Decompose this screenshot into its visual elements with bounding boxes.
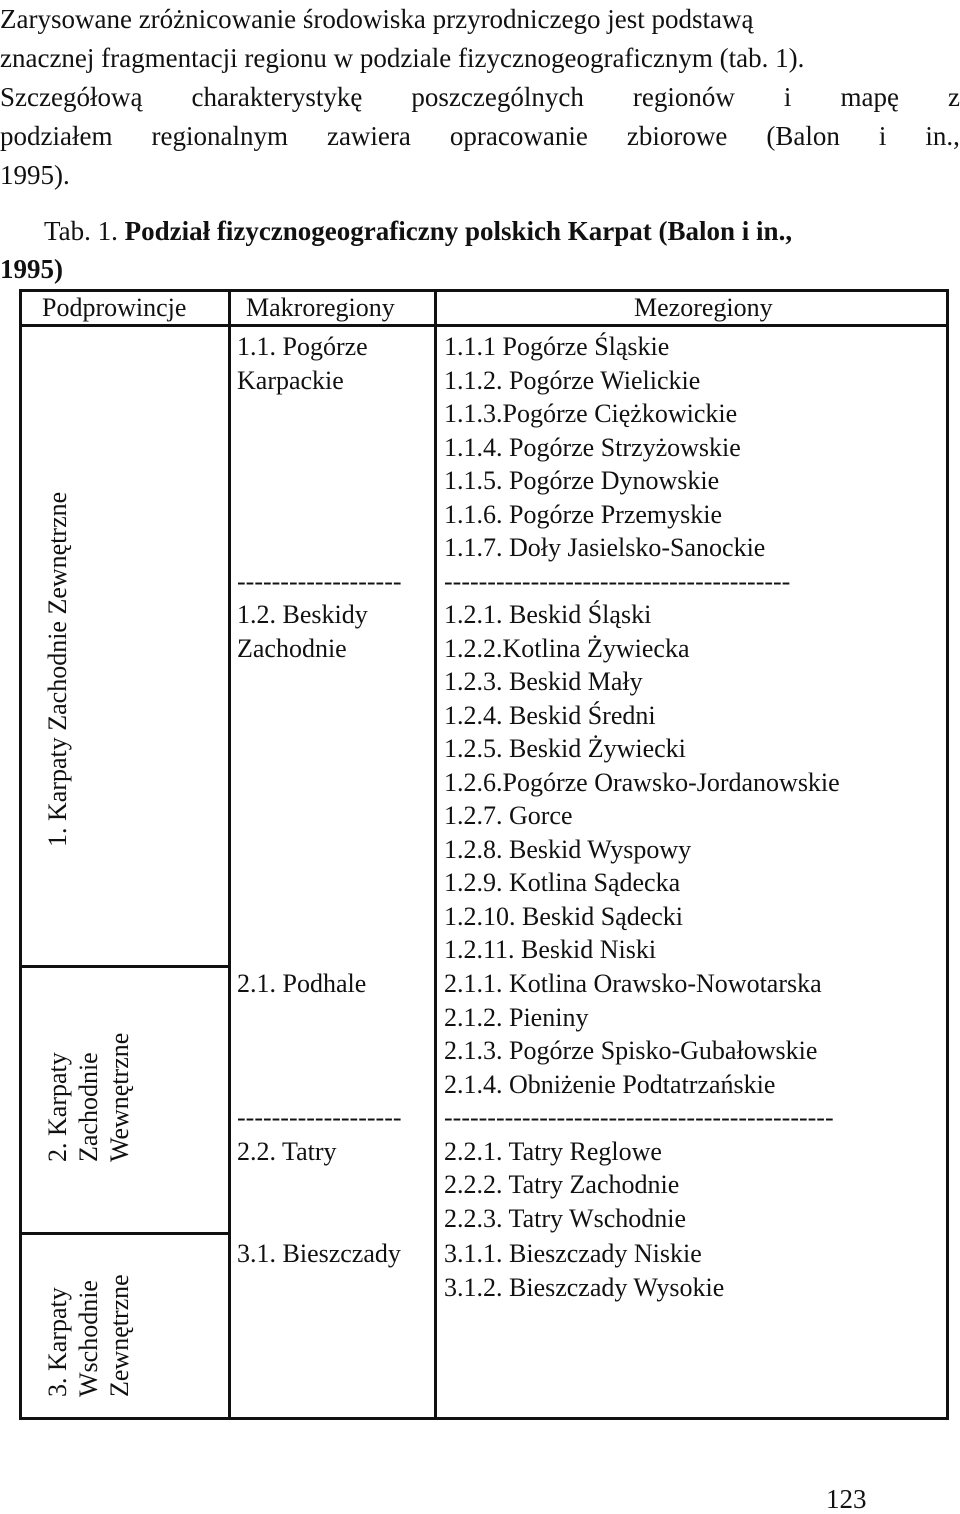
text-line: 1.2.8. Beskid Wyspowy xyxy=(444,834,692,864)
word: i xyxy=(878,121,887,151)
text-line: Zachodnie xyxy=(74,1052,103,1162)
intro-paragraph xyxy=(0,0,960,195)
text-line: 2.1.4. Obniżenie Podtatrzańskie xyxy=(444,1069,776,1099)
word: z xyxy=(947,82,960,112)
caption-prefix: Tab. 1. xyxy=(44,216,118,246)
caption-title-cont: 1995) xyxy=(0,254,63,284)
text-line: Wewnętrzne xyxy=(105,1032,134,1162)
intro-line: Zarysowane zróżnicowanie środowiska przyrodniczego jest podstawą xyxy=(0,4,754,34)
text-line: 3.1. Bieszczady xyxy=(237,1239,401,1268)
text-line: 2.2. Tatry xyxy=(237,1136,337,1166)
subprovince-label xyxy=(42,492,73,847)
header-makroregiony: Makroregiony xyxy=(246,293,395,322)
row-divider xyxy=(22,965,228,968)
word: charakterystykę xyxy=(191,82,363,112)
intro-line-justified xyxy=(0,78,960,117)
header-mezoregiony: Mezoregiony xyxy=(634,293,773,322)
text-line: 2.2.1. Tatry Reglowe xyxy=(444,1136,662,1166)
table-caption xyxy=(0,212,960,288)
text-line xyxy=(237,1068,402,1102)
text-line: 2. Karpaty xyxy=(43,1052,72,1162)
text-line: 2.1.2. Pieniny xyxy=(444,1002,589,1032)
word: zbiorowe xyxy=(626,121,728,151)
text-line: 1.1.4. Pogórze Strzyżowskie xyxy=(444,432,741,462)
text-line: ------------------- xyxy=(237,1103,402,1132)
text-line xyxy=(237,464,402,498)
mesoregion-group xyxy=(444,330,840,967)
text-line xyxy=(237,431,402,465)
text-line: 1.2.6.Pogórze Orawsko-Jordanowskie xyxy=(444,767,840,797)
text-line: ---------------------------------------- xyxy=(444,566,791,596)
text-line: Zewnętrzne xyxy=(105,1274,134,1397)
word: regionów xyxy=(632,82,735,112)
word: zawiera xyxy=(326,121,411,151)
macroregion-group xyxy=(237,1237,401,1271)
region-table xyxy=(19,289,949,1420)
text-line: 2.2.3. Tatry Wschodnie xyxy=(444,1203,687,1233)
text-line: 2.1. Podhale xyxy=(237,969,367,998)
word: opracowanie xyxy=(449,121,588,151)
intro-line: znacznej fragmentacji regionu w podziale fizycznogeograficznym (tab. 1). xyxy=(0,43,805,73)
text-line: 1.2.2.Kotlina Żywiecka xyxy=(444,633,690,663)
caption-title: Podział fizycznogeograficzny polskich Karpat (Balon i in., xyxy=(124,216,793,246)
text-line: 2.1.1. Kotlina Orawsko-Nowotarska xyxy=(444,969,822,998)
text-line: 1.2.3. Beskid Mały xyxy=(444,667,643,696)
word: mapę xyxy=(840,82,899,112)
text-line: 2.1.3. Pogórze Spisko-Gubałowskie xyxy=(444,1036,818,1065)
word: Szczegółową xyxy=(0,82,143,112)
page-number: 123 xyxy=(826,1484,867,1514)
macroregion-group xyxy=(237,330,402,665)
text-line: 1.2.9. Kotlina Sądecka xyxy=(444,868,681,897)
text-line xyxy=(237,531,402,565)
word: poszczególnych xyxy=(411,82,584,112)
text-line: 1.1.5. Pogórze Dynowskie xyxy=(444,466,720,495)
word: in., xyxy=(925,121,960,151)
text-line: 1.2.11. Beskid Niski xyxy=(444,935,657,964)
word: i xyxy=(783,82,792,112)
text-line: Zachodnie xyxy=(237,633,347,663)
text-line: 1.2.7. Gorce xyxy=(444,801,573,830)
text-line: --------------------------------------------- xyxy=(444,1103,834,1132)
text-line: Wschodnie xyxy=(74,1280,103,1397)
text-line: 1.1. Pogórze xyxy=(237,332,368,361)
text-line: 1.1.2. Pogórze Wielickie xyxy=(444,365,701,395)
text-line: 3. Karpaty xyxy=(43,1287,72,1397)
subprovince-label xyxy=(42,1033,135,1162)
text-line: 1.2.5. Beskid Żywiecki xyxy=(444,734,686,763)
text-line: ------------------- xyxy=(237,566,402,596)
text-line: 1.1.6. Pogórze Przemyskie xyxy=(444,499,723,529)
text-line xyxy=(237,498,402,532)
row-divider xyxy=(22,1232,228,1235)
text-line: 1.1.7. Doły Jasielsko-Sanockie xyxy=(444,533,766,562)
column-divider xyxy=(228,292,231,1417)
word: podziałem xyxy=(0,121,113,151)
text-line: Karpackie xyxy=(237,365,344,395)
text-line: 1.2.4. Beskid Średni xyxy=(444,700,656,730)
text-line: 2.2.2. Tatry Zachodnie xyxy=(444,1170,680,1199)
text-line: 3.1.2. Bieszczady Wysokie xyxy=(444,1272,725,1302)
text-line: 1. Karpaty Zachodnie Zewnętrzne xyxy=(43,491,72,847)
text-line: 1.2.10. Beskid Sądecki xyxy=(444,901,684,931)
text-line: 1.2.1. Beskid Śląski xyxy=(444,600,652,629)
text-line xyxy=(237,1034,402,1068)
text-line: 3.1.1. Bieszczady Niskie xyxy=(444,1239,702,1268)
intro-line: 1995). xyxy=(0,160,70,190)
subprovince-label xyxy=(42,1274,135,1397)
text-line: 1.1.3.Pogórze Ciężkowickie xyxy=(444,399,738,428)
column-divider xyxy=(434,292,437,1417)
word: regionalnym xyxy=(151,121,288,151)
text-line xyxy=(237,1001,402,1035)
mesoregion-group xyxy=(444,967,834,1235)
text-line: 1.1.1 Pogórze Śląskie xyxy=(444,332,670,361)
text-line xyxy=(237,397,402,431)
text-line: 1.2. Beskidy xyxy=(237,600,368,629)
intro-line-justified xyxy=(0,117,960,156)
macroregion-group xyxy=(237,967,402,1168)
word: (Balon xyxy=(766,121,840,151)
mesoregion-group xyxy=(444,1237,724,1304)
header-podprowincje: Podprowincje xyxy=(42,293,187,322)
